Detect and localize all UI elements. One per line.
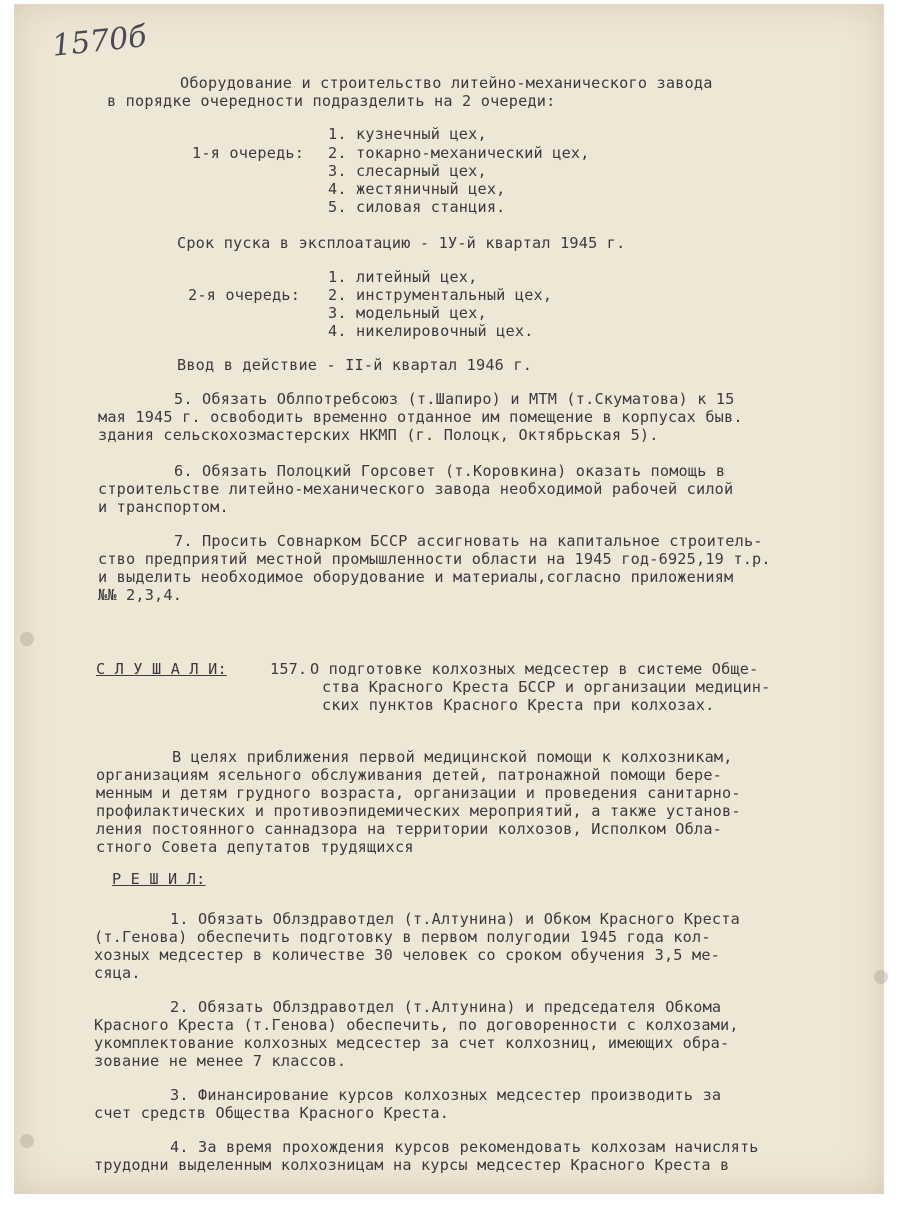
decision-line: Красного Креста (т.Генова) обеспечить, по договоренности с колхозами, [94, 1016, 739, 1034]
preamble-line: В целях приближения первой медицинской помощи к колхозникам, [172, 748, 733, 766]
heard-label: С Л У Ш А Л И: [96, 660, 227, 678]
decision-line: зование не менее 7 классов. [94, 1052, 347, 1070]
preamble-line: менным и детям грудного возраста, организации и проведения санитарно- [96, 784, 741, 802]
point-line: здания сельскохозмастерских НКМП (г. Полоцк, Октябрьская 5). [98, 426, 659, 444]
decision-line: укомплектование колхозных медсестер за счет колхозниц, имеющих обра- [94, 1034, 730, 1052]
point-line: 6. Обязать Полоцкий Горсовет (т.Коровкина) оказать помощь в [174, 462, 726, 480]
stage2-deadline: Ввод в действие - II-й квартал 1946 г. [177, 356, 533, 374]
preamble-line: ления постоянного саннадзора на территории колхозов, Исполком Обла- [96, 820, 723, 838]
handwritten-folio-number: 1570б [50, 19, 149, 64]
stage1-item: 2. токарно-механический цех, [328, 144, 590, 162]
intro-line: в порядке очередности подразделить на 2 очереди: [107, 92, 556, 110]
stage1-item: 5. силовая станция. [328, 198, 506, 216]
intro-line: Оборудование и строительство литейно-механического завода [180, 74, 713, 92]
decision-line: трудодни выделенным колхозницам на курсы медсестер Красного Креста в [94, 1156, 730, 1174]
preamble-line: профилактических и противоэпидемических мероприятий, а также установ- [96, 802, 741, 820]
decision-line: (т.Генова) обеспечить подготовку в первом полугодии 1945 года кол- [94, 928, 711, 946]
stage2-item: 3. модельный цех, [328, 304, 487, 322]
stage1-item: 4. жестяничный цех, [328, 180, 506, 198]
preamble-line: стного Совета депутатов трудящихся [96, 838, 414, 856]
stage1-item: 1. кузнечный цех, [328, 125, 487, 143]
point-line: №№ 2,3,4. [98, 586, 183, 604]
decision-line: счет средств Общества Красного Креста. [94, 1104, 450, 1122]
point-line: ство предприятий местной промышленности области на 1945 год-6925,19 т.р. [98, 550, 771, 568]
stage2-item: 1. литейный цех, [328, 268, 478, 286]
heard-number: 157. [270, 660, 308, 678]
stage1-item: 3. слесарный цех, [328, 162, 487, 180]
heard-line: О подготовке колхозных медсестер в системе Обще- [310, 660, 759, 678]
stage2-label: 2-я очередь: [188, 286, 301, 304]
stage2-item: 2. инструментальный цех, [328, 286, 553, 304]
decision-line: 2. Обязать Облздравотдел (т.Алтунина) и председателя Обкома [170, 998, 722, 1016]
stage2-item: 4. никелировочный цех. [328, 322, 534, 340]
document-page [14, 4, 884, 1194]
point-line: и транспортом. [98, 498, 229, 516]
decision-line: 4. За время прохождения курсов рекомендовать колхозам начислять [170, 1138, 759, 1156]
point-line: мая 1945 г. освободить временно отданное им помещение в корпусах быв. [98, 408, 743, 426]
decision-line: сяца. [94, 964, 141, 982]
decision-line: хозных медсестер в количестве 30 человек со сроком обучения 3,5 ме- [94, 946, 721, 964]
heard-line: ства Красного Креста БССР и организации медицин- [322, 678, 771, 696]
point-line: 5. Обязать Облпотребсоюз (т.Шапиро) и МТМ (т.Скуматова) к 15 [174, 390, 735, 408]
stage1-label: 1-я очередь: [192, 144, 305, 162]
point-line: 7. Просить Совнарком БССР ассигновать на капитальное строитель- [174, 532, 763, 550]
point-line: и выделить необходимое оборудование и материалы,согласно приложениям [98, 568, 734, 586]
stage1-deadline: Срок пуска в эксплоатацию - 1У-й квартал 1945 г. [177, 234, 626, 252]
preamble-line: организациям ясельного обслуживания детей, патронажной помощи бере- [96, 766, 723, 784]
decision-line: 1. Обязать Облздравотдел (т.Алтунина) и Обком Красного Креста [170, 910, 740, 928]
point-line: строительстве литейно-механического завода необходимой рабочей силой [98, 480, 734, 498]
heard-line: ских пунктов Красного Креста при колхозах. [322, 696, 715, 714]
decided-label: Р Е Ш И Л: [112, 870, 206, 888]
decision-line: 3. Финансирование курсов колхозных медсестер производить за [170, 1086, 722, 1104]
